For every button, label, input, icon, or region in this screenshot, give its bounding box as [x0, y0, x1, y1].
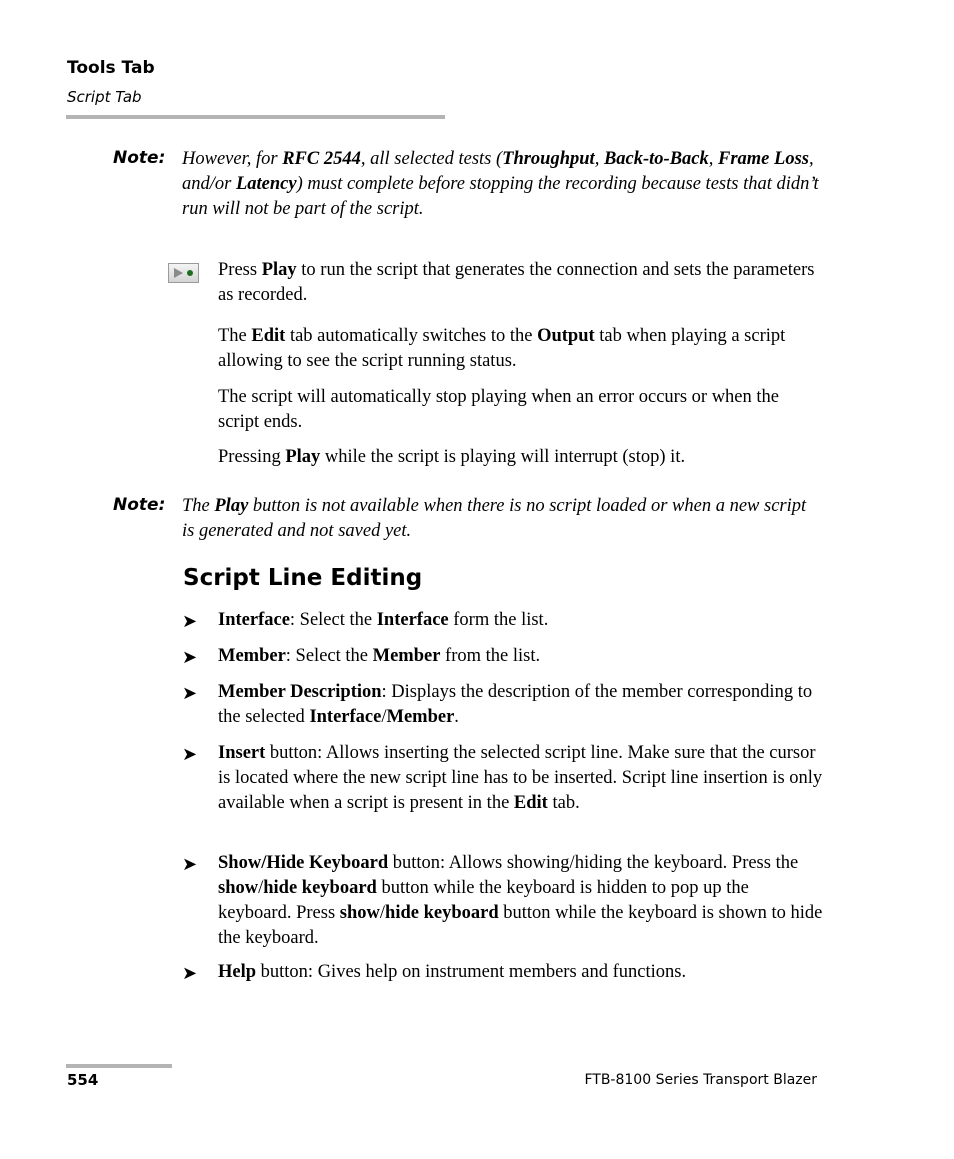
note-text: The Play button is not available when there is no script loaded or when a new script is generated and not saved yet. [182, 496, 807, 541]
header-rule [66, 115, 445, 119]
note-text: However, for RFC 2544, all selected tests (Throughput, Back-to-Back, Frame Loss, and/or Latency) must complete before stopping the recording because tests that didn’t run will not be part of the script. [182, 149, 819, 219]
play-paragraph-1: Press Play to run the script that generates the connection and sets the parameters as recorded. [218, 260, 815, 305]
play-paragraph-2: The Edit tab automatically switches to the Output tab when playing a script allowing to see the script running status. [218, 326, 786, 371]
running-header-subtitle: Script Tab [67, 88, 142, 106]
list-item-member: Member: Select the Member from the list. [218, 646, 541, 666]
running-header-title: Tools Tab [67, 58, 155, 78]
bullet-arrow-icon: ➤ [182, 854, 198, 875]
bullet-arrow-icon: ➤ [182, 647, 198, 668]
list-item-help: Help button: Gives help on instrument members and functions. [218, 962, 687, 982]
bullet-arrow-icon: ➤ [182, 683, 198, 704]
play-paragraph-3: The script will automatically stop playing when an error occurs or when the script ends. [218, 387, 779, 432]
section-heading: Script Line Editing [183, 565, 423, 591]
list-item-interface: Interface: Select the Interface form the list. [218, 610, 549, 630]
product-name: FTB-8100 Series Transport Blazer [584, 1072, 817, 1088]
note-label: Note: [113, 495, 166, 515]
note-label: Note: [113, 148, 166, 168]
play-button-icon [168, 263, 199, 283]
footer-rule [66, 1064, 172, 1068]
list-item-insert: Insert button: Allows inserting the selected script line. Make sure that the cursor is located where the new script line has to be inserted. Script line insertion is only available when a script is present in the Edit tab. [218, 743, 823, 813]
page-number: 554 [67, 1071, 99, 1089]
bullet-arrow-icon: ➤ [182, 963, 198, 984]
list-item-member-description: Member Description: Displays the description of the member corresponding to the selected Interface/Member. [218, 682, 813, 727]
bullet-arrow-icon: ➤ [182, 744, 198, 765]
list-item-show-hide-keyboard: Show/Hide Keyboard button: Allows showing/hiding the keyboard. Press the show/hide keyboard button while the keyboard is hidden to pop up the keyboard. Press show/hide keyboard button while the keyboard is shown to hide the keyboard. [218, 853, 823, 948]
play-paragraph-4: Pressing Play while the script is playing will interrupt (stop) it. [218, 447, 686, 467]
bullet-arrow-icon: ➤ [182, 611, 198, 632]
